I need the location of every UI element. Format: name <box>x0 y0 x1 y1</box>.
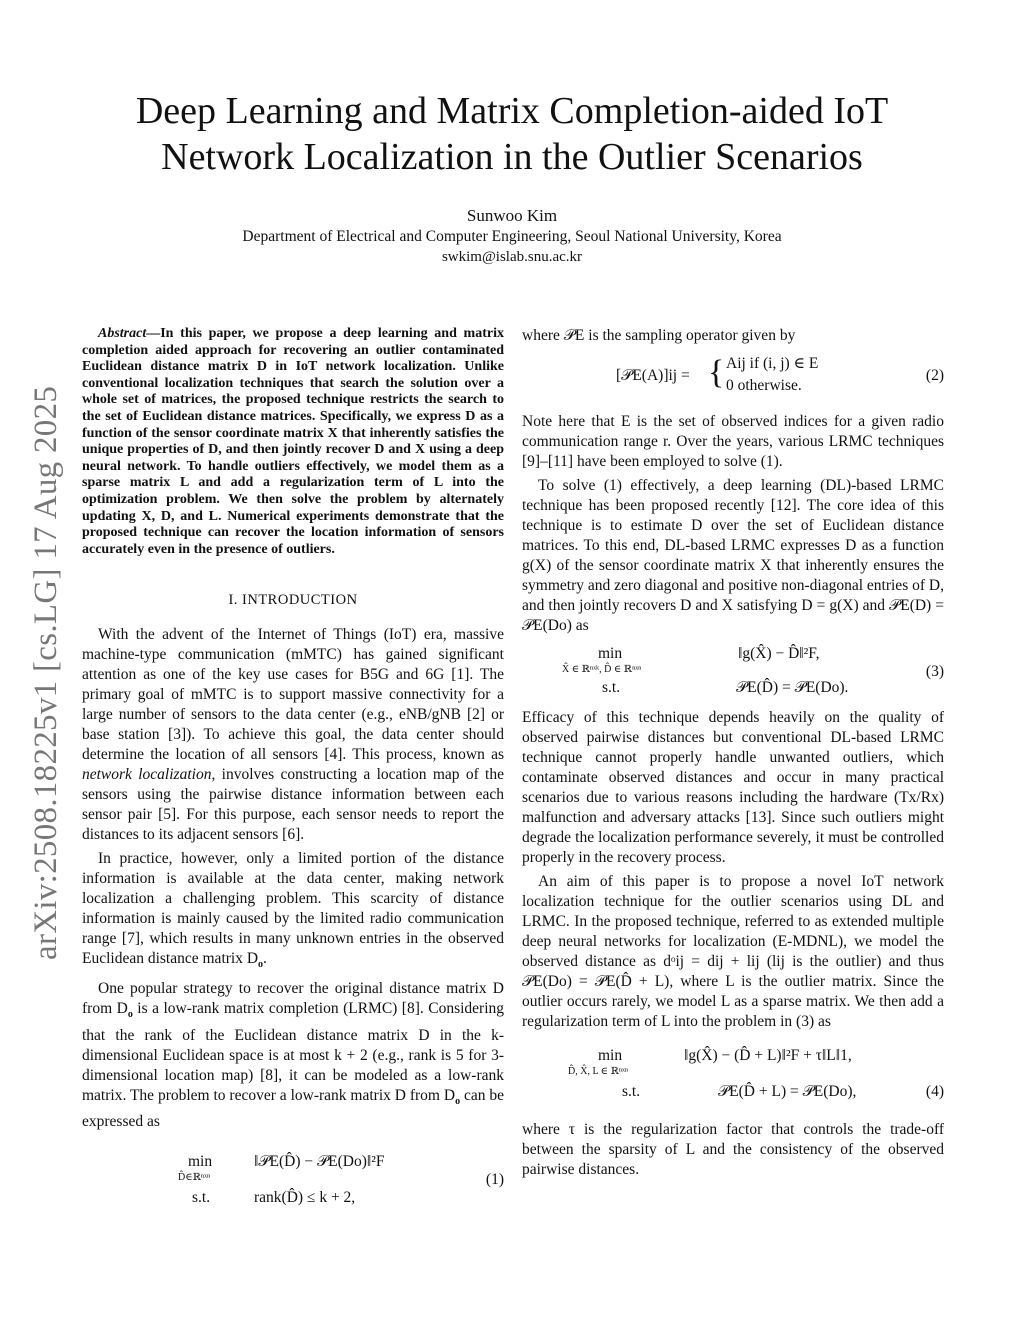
eq1-min: min <box>188 1152 213 1170</box>
eq4-st: s.t. <box>622 1083 641 1100</box>
eq1-subscript: D̂∈ℝⁿˣⁿ <box>178 1171 211 1183</box>
eq3-constraint: 𝒫E(D̂) = 𝒫E(Do). <box>736 679 849 696</box>
title-line-1: Deep Learning and Matrix Completion-aided IoT <box>135 90 889 132</box>
right-paragraph-4: An aim of this paper is to propose a novel IoT network localization technique for the outlier scenarios using DL and LRMC. In the proposed technique, referred to as extended multiple deep neural networks for localization (E-MDNL), we model the observed distance as dᵒij = dij + lij (lij is the outlier) and thus 𝒫E(Do) = 𝒫E(D̂ + L), where L is the outlier matrix. Since the outlier occurs rarely, we model L as a sparse matrix. We then add a regularization term of L into the problem in (3) as <box>522 873 944 1030</box>
eq1-st: s.t. <box>192 1188 211 1206</box>
eq3-subscript: X̂ ∈ ℝⁿˣᵏ, D̂ ∈ ℝⁿˣⁿ <box>562 664 642 675</box>
eq2-lhs: [𝒫E(A)]ij = <box>616 367 690 384</box>
eq4-objective: ‖g(X̂) − (D̂ + L)‖²F + τ‖L‖1, <box>684 1047 852 1064</box>
equation-3 <box>522 644 944 702</box>
title-line-2: Network Localization in the Outlier Scenarios <box>161 136 863 178</box>
sampling-operator-text: where 𝒫E is the sampling operator given by <box>522 327 796 344</box>
paper-title <box>0 88 1024 180</box>
abstract <box>82 326 504 558</box>
eq2-brace: { <box>708 354 725 391</box>
eq1-constraint: rank(D̂) ≤ k + 2, <box>254 1188 356 1206</box>
abstract-text: —In this paper, we propose a deep learning and matrix completion aided approach for recovering an outlier contaminated Euclidean distance matrix D in IoT network localization. Unlike conventional localization techniques that search the solution over a whole set of matrices, the proposed technique restricts the search to the set of Euclidean distance matrices. Specifically, we express D as a function of the sensor coordinate matrix X that inherently satisfies the unique properties of D, and then jointly recover D and X using a deep neural network. To handle outliers effectively, we model them as a sparse matrix L and add a regularization term of L into the optimization problem. We then solve the problem by alternately updating X, D, and L. Numerical experiments demonstrate that the proposed technique can recover the location information of sensors accurately even in the presence of outliers. <box>82 326 504 557</box>
eq2-number: (2) <box>925 367 944 384</box>
right-paragraph-2: To solve (1) effectively, a deep learning (DL)-based LRMC technique has been proposed recently [12]. The core idea of this technique is to estimate D over the set of Euclidean distance matrices. To this end, DL-based LRMC expresses D as a function g(X) of the sensor coordinate matrix X that inherently ensures the symmetry and zero diagonal and positive non-diagonal entries of D, and then jointly recovers D and X satisfying D = g(X) and 𝒫E(D) = 𝒫E(Do) as <box>522 477 944 634</box>
eq3-objective: ‖g(X̂) − D̂‖²F, <box>738 645 820 662</box>
eq3-min: min <box>598 645 623 662</box>
eq3-number: (3) <box>925 663 944 680</box>
eq4-subscript: D̂, X̂, L ∈ ℝⁿˣⁿ <box>568 1066 629 1077</box>
eq4-constraint: 𝒫E(D̂ + L) = 𝒫E(Do), <box>718 1083 857 1100</box>
eq3-st: s.t. <box>602 679 621 696</box>
right-paragraph-5: where τ is the regularization factor that controls the trade-off between the sparsity of L and the consistency of the observed pairwise distances. <box>522 1121 944 1178</box>
right-paragraph-3: Efficacy of this technique depends heavily on the quality of observed pairwise distances but conventional DL-based LRMC technique cannot properly handle unwanted outliers, which contaminate observed distances and occur in many practical scenarios due to various reasons including the hardware (Tx/Rx) malfunction and adversary attacks [13]. Since such outliers might degrade the localization performance severely, it must be controlled properly in the recovery process. <box>522 709 944 866</box>
right-column <box>522 326 944 1180</box>
intro-paragraph-2: In practice, however, only a limited portion of the distance information is available at the data center, making network localization a challenging problem. This scarcity of distance information is mainly caused by the limited radio communication range [7], which results in many unknown entries in the observed Euclidean distance matrix $D_o$. <box>82 850 504 971</box>
author-affiliation: Department of Electrical and Computer Engineering, Seoul National University, Korea <box>242 228 782 245</box>
equation-1 <box>82 1152 504 1214</box>
author-name: Sunwoo Kim <box>466 206 558 225</box>
eq2-case-1: Aij if (i, j) ∈ E <box>726 355 819 372</box>
section-heading-introduction: I. INTRODUCTION <box>228 592 358 609</box>
eq2-case-2: 0 otherwise. <box>726 377 802 394</box>
eq1-objective: ‖𝒫E(D̂) − 𝒫E(Do)‖²F <box>254 1152 385 1170</box>
intro-paragraph-1: With the advent of the Internet of Things (IoT) era, massive machine-type communication (mMTC) has gained significant attention as one of the key use cases for B5G and 6G [1]. The primary goal of mMTC is to support massive connectivity for a large number of sensors to the data center (e.g., eNB/gNB [2] or base station [3]). To achieve this goal, the data center should determine the location of all sensors [4]. This process, known as network localization, involves constructing a location map of the sensors using the pairwise distance information between each sensor pair [5]. For this purpose, each sensor needs to report the distances to its adjacent sensors [6]. <box>82 626 504 844</box>
abstract-label: Abstract <box>98 326 147 341</box>
left-column <box>82 326 504 1214</box>
author-email: swkim@islab.snu.ac.kr <box>441 249 583 265</box>
right-paragraph-1: Note here that E is the set of observed indices for a given radio communication range r. Over the years, various LRMC techniques [9]–[11] have been employed to solve (1). <box>522 413 944 470</box>
eq1-number: (1) <box>485 1170 504 1188</box>
equation-2 <box>522 354 944 406</box>
eq4-number: (4) <box>925 1083 944 1100</box>
equation-4 <box>522 1046 944 1108</box>
intro-paragraph-3: One popular strategy to recover the original distance matrix D from $D_o$ is a low-rank matrix completion (LRMC) [8]. Considering that the rank of the Euclidean distance matrix D in the k-dimensional Euclidean space is at most k + 2 (e.g., rank is 5 for 3-dimensional location map) [8], it can be modeled as a low-rank matrix. The problem to recover a low-rank matrix D from $D_o$ can be expressed as <box>82 980 505 1130</box>
arxiv-stamp: arXiv:2508.18225v1 [cs.LG] 17 Aug 2025 <box>28 385 64 960</box>
eq4-min: min <box>598 1047 623 1064</box>
